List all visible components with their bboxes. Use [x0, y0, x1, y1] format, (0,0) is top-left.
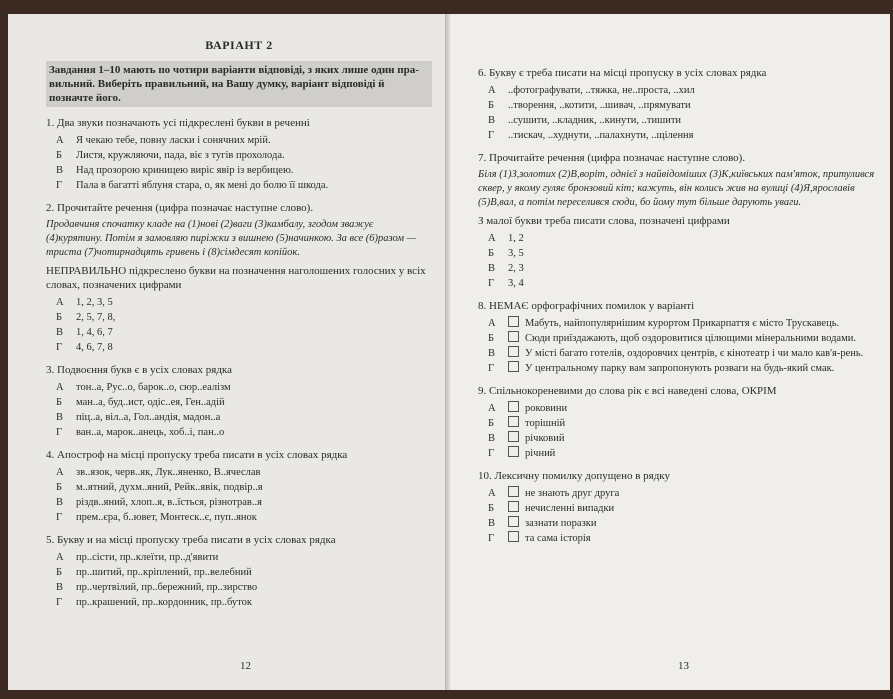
- answer-option[interactable]: [46, 148, 432, 163]
- answer-option[interactable]: [46, 550, 432, 565]
- page-number-right: 13: [678, 660, 689, 672]
- question-2: [46, 201, 432, 355]
- answer-option[interactable]: [46, 340, 432, 355]
- answer-option[interactable]: [478, 113, 876, 128]
- answer-option[interactable]: [478, 431, 876, 446]
- answer-option[interactable]: [46, 565, 432, 580]
- answer-option[interactable]: [46, 178, 432, 193]
- question-6-title: 6. Букву є треба писати на місці пропуску в усіх словах рядка: [478, 67, 767, 79]
- answer-option[interactable]: [478, 361, 876, 376]
- answer-option[interactable]: [46, 325, 432, 340]
- option-text: Над прозорою криницею виріс явір із вербицею.: [76, 165, 294, 176]
- option-text: 4, 6, 7, 8: [76, 342, 113, 353]
- question-5-title: 5. Букву и на місці пропуску треба писати в усіх словах рядка: [46, 534, 336, 546]
- answer-option[interactable]: [478, 531, 876, 546]
- option-letter: Б: [56, 567, 63, 578]
- answer-option[interactable]: [46, 163, 432, 178]
- option-text: зв..язок, черв..як, Лук..яненко, В..ячеслав: [76, 467, 261, 478]
- option-text: пр..сісти, пр..клеїти, пр..д'явити: [76, 552, 219, 563]
- question-4-title: 4. Апостроф на місці пропуску треба писати в усіх словах рядка: [46, 449, 348, 461]
- question-9: [478, 384, 876, 461]
- option-text: У центральному парку вам запропонують розваги на будь-який смак.: [525, 363, 835, 374]
- option-text: роковини: [525, 403, 568, 414]
- option-letter: А: [488, 233, 496, 244]
- answer-option[interactable]: [478, 446, 876, 461]
- question-6-options: [478, 83, 876, 143]
- option-text: річковий: [525, 433, 565, 444]
- answer-option[interactable]: [46, 380, 432, 395]
- answer-option[interactable]: [46, 410, 432, 425]
- option-text: тон..а, Рус..о, барок..о, сюр..еалізм: [76, 382, 231, 393]
- answer-option[interactable]: [478, 331, 876, 346]
- option-letter: В: [56, 165, 64, 176]
- option-letter: Г: [56, 597, 63, 608]
- question-5: [46, 533, 432, 610]
- option-letter: Г: [488, 533, 495, 544]
- option-text: Я чекаю тебе, повну ласки і сонячних мрій.: [76, 135, 271, 146]
- option-letter: Б: [488, 503, 495, 514]
- question-10: [478, 469, 876, 546]
- option-letter: Г: [488, 278, 495, 289]
- option-text: ван..а, марок..анець, хоб..і, пан..о: [76, 427, 225, 438]
- question-2-options: [46, 295, 432, 355]
- option-letter: Г: [56, 180, 63, 191]
- option-letter: Б: [488, 418, 495, 429]
- option-text: піц..а, віл..а, Гол..андія, мадон..а: [76, 412, 221, 423]
- question-2-passage: Продавчиня спочатку кладе на (1)нові (2)ваги (3)камбалу, згодом зважує (4)курятину. Потім я замовляю пиріжки з вишнею (5)начинкою. За все (6)разом — триста (7)чотирнадцять гривень і (8)сімдесят копійок.: [46, 219, 417, 258]
- answer-option[interactable]: [46, 510, 432, 525]
- checkbox-icon[interactable]: [508, 346, 519, 357]
- option-text: Листя, кружляючи, пада, віє з тугів прохолода.: [76, 150, 285, 161]
- option-letter: Б: [56, 312, 63, 323]
- option-letter: Г: [56, 427, 63, 438]
- option-text: Мабуть, найпопулярнішим курортом Прикарпаття є місто Трускавець.: [525, 318, 840, 329]
- checkbox-icon[interactable]: [508, 361, 519, 372]
- option-text: 2, 5, 7, 8,: [76, 312, 116, 323]
- option-letter: Б: [56, 482, 63, 493]
- answer-option[interactable]: [478, 231, 876, 246]
- option-letter: А: [56, 297, 64, 308]
- question-1-title: 1. Два звуки позначають усі підкреслені букви в реченні: [46, 117, 310, 129]
- option-letter: В: [488, 115, 496, 126]
- answer-option[interactable]: [478, 516, 876, 531]
- answer-option[interactable]: [46, 133, 432, 148]
- option-letter: А: [488, 318, 496, 329]
- option-text: 3, 5: [508, 248, 524, 259]
- option-letter: В: [56, 582, 64, 593]
- answer-option[interactable]: [46, 425, 432, 440]
- answer-option[interactable]: [478, 316, 876, 331]
- option-text: не знають друг друга: [525, 488, 620, 499]
- checkbox-icon[interactable]: [508, 501, 519, 512]
- answer-option[interactable]: [478, 128, 876, 143]
- answer-option[interactable]: [46, 295, 432, 310]
- option-text: та сама історія: [525, 533, 591, 544]
- question-10-options: [478, 486, 876, 546]
- option-text: ..творення, ..котити, ..шивач, ..прямувати: [508, 100, 691, 111]
- question-9-title: 9. Спільнокореневими до слова рік є всі наведені слова, ОКРІМ: [478, 385, 777, 397]
- option-text: Пала в багатті яблуня стара, о, як мені до болю її шкода.: [76, 180, 329, 191]
- question-2-title: 2. Прочитайте речення (цифра позначає наступне слово).: [46, 202, 314, 214]
- option-letter: А: [488, 403, 496, 414]
- option-text: 1, 2: [508, 233, 524, 244]
- option-letter: Г: [56, 512, 63, 523]
- checkbox-icon[interactable]: [508, 486, 519, 497]
- option-text: 1, 2, 3, 5: [76, 297, 113, 308]
- option-text: ..сушити, ..кладник, ..кинути, ..тишити: [508, 115, 682, 126]
- option-text: пр..крашений, пр..кордонник, пр..буток: [76, 597, 252, 608]
- option-text: пр..чертвілий, пр..бережний, пр..зирство: [76, 582, 258, 593]
- option-letter: В: [488, 348, 496, 359]
- answer-option[interactable]: [46, 465, 432, 480]
- answer-option[interactable]: [478, 261, 876, 276]
- option-text: річний: [525, 448, 556, 459]
- question-6: [478, 66, 876, 143]
- option-letter: В: [56, 497, 64, 508]
- instruction-block: Завдання 1–10 мають по чотири варіанти відповіді, з яких лише один пра-вильний. Виберіть правильний, на Вашу думку, варіант відповіді й позначте його.: [46, 61, 432, 107]
- question-3-title: 3. Подвоєння букв є в усіх словах рядка: [46, 364, 232, 376]
- option-text: прем..єра, б..ювет, Монтеск..є, пуп..янок: [76, 512, 257, 523]
- answer-option[interactable]: [478, 98, 876, 113]
- answer-option[interactable]: [46, 580, 432, 595]
- option-text: 2, 3: [508, 263, 524, 274]
- answer-option[interactable]: [46, 310, 432, 325]
- option-letter: Б: [488, 248, 495, 259]
- variant-title: ВАРІАНТ 2: [205, 38, 273, 52]
- option-letter: А: [56, 467, 64, 478]
- option-text: пр..шитий, пр..кріплений, пр..велебний: [76, 567, 252, 578]
- option-text: ман..а, буд..ист, одіс..ея, Ген..адій: [76, 397, 225, 408]
- option-letter: В: [56, 327, 64, 338]
- checkbox-icon[interactable]: [508, 446, 519, 457]
- option-letter: В: [488, 433, 496, 444]
- option-letter: Г: [488, 448, 495, 459]
- option-letter: Б: [488, 100, 495, 111]
- question-2-prompt: НЕПРАВИЛЬНО підкреслено букви на позначення наголошених голосних у всіх словах, позначених цифрами: [46, 265, 426, 291]
- answer-option[interactable]: [478, 501, 876, 516]
- checkbox-icon[interactable]: [508, 416, 519, 427]
- option-text: зазнати поразки: [525, 518, 597, 529]
- option-letter: А: [488, 488, 496, 499]
- question-7-passage: Біля (1)З,золотих (2)В,воріт, однієї з найвідоміших (3)К,київських пам'яток, притулився сквер, у якому гуляє бронзовий кіт; кажуть, він колись жив на вулиці (4)Я,ярославів (5)В,вал, а потім переселився сюди, бо йому тут більше дарують уваги.: [478, 169, 875, 208]
- answer-option[interactable]: [46, 495, 432, 510]
- option-text: У місті багато готелів, оздоровчих центрів, є кінотеатр і чи мало кав'я-рень.: [525, 348, 864, 359]
- question-3: [46, 363, 432, 440]
- option-text: 1, 4, 6, 7: [76, 327, 113, 338]
- option-letter: В: [56, 412, 64, 423]
- option-letter: Б: [56, 150, 63, 161]
- answer-option[interactable]: [46, 480, 432, 495]
- question-7-options: [478, 231, 876, 291]
- question-7-prompt: З малої букви треба писати слова, позначені цифрами: [478, 215, 730, 227]
- checkbox-icon[interactable]: [508, 431, 519, 442]
- option-text: різдв..яний, хлоп..я, в..їсться, різнотрав..я: [76, 497, 262, 508]
- checkbox-icon[interactable]: [508, 401, 519, 412]
- question-8: [478, 299, 876, 376]
- question-7-title: 7. Прочитайте речення (цифра позначає наступне слово).: [478, 152, 746, 164]
- answer-option[interactable]: [478, 346, 876, 361]
- option-letter: Г: [488, 363, 495, 374]
- question-4-options: [46, 465, 432, 525]
- checkbox-icon[interactable]: [508, 516, 519, 527]
- option-text: м..ятний, духм..яний, Рейк..явік, подвір..я: [76, 482, 263, 493]
- option-text: нечисленні випадки: [525, 503, 615, 514]
- option-text: 3, 4: [508, 278, 524, 289]
- checkbox-icon[interactable]: [508, 531, 519, 542]
- question-7: [478, 151, 876, 291]
- option-letter: В: [488, 263, 496, 274]
- page-number-left: 12: [240, 660, 251, 672]
- option-letter: Г: [56, 342, 63, 353]
- question-1-options: [46, 133, 432, 193]
- question-8-options: [478, 316, 876, 376]
- option-letter: А: [56, 382, 64, 393]
- answer-option[interactable]: [478, 416, 876, 431]
- option-text: ..фотографувати, ..тяжка, не..проста, ..хил: [508, 85, 695, 96]
- answer-option[interactable]: [478, 401, 876, 416]
- option-letter: А: [56, 135, 64, 146]
- option-letter: В: [488, 518, 496, 529]
- answer-option[interactable]: [478, 83, 876, 98]
- option-letter: Б: [56, 397, 63, 408]
- answer-option[interactable]: [478, 486, 876, 501]
- question-9-options: [478, 401, 876, 461]
- option-text: ..тискач, ..худнути, ..палахнути, ..щілення: [508, 130, 694, 141]
- option-letter: А: [488, 85, 496, 96]
- answer-option[interactable]: [46, 595, 432, 610]
- option-letter: Б: [488, 333, 495, 344]
- question-5-options: [46, 550, 432, 610]
- question-3-options: [46, 380, 432, 440]
- checkbox-icon[interactable]: [508, 331, 519, 342]
- right-page: [450, 14, 890, 690]
- option-letter: Г: [488, 130, 495, 141]
- answer-option[interactable]: [478, 276, 876, 291]
- answer-option[interactable]: [46, 395, 432, 410]
- checkbox-icon[interactable]: [508, 316, 519, 327]
- question-8-title: 8. НЕМАЄ орфографічних помилок у варіанті: [478, 300, 695, 312]
- question-1: [46, 116, 432, 193]
- option-letter: А: [56, 552, 64, 563]
- question-10-title: 10. Лексичну помилку допущено в рядку: [478, 470, 670, 482]
- question-4: [46, 448, 432, 525]
- option-text: торішній: [525, 418, 566, 429]
- left-page: [8, 14, 448, 690]
- option-text: Сюди приїздажають, щоб оздоровитися цілющими мінеральними водами.: [525, 333, 856, 344]
- answer-option[interactable]: [478, 246, 876, 261]
